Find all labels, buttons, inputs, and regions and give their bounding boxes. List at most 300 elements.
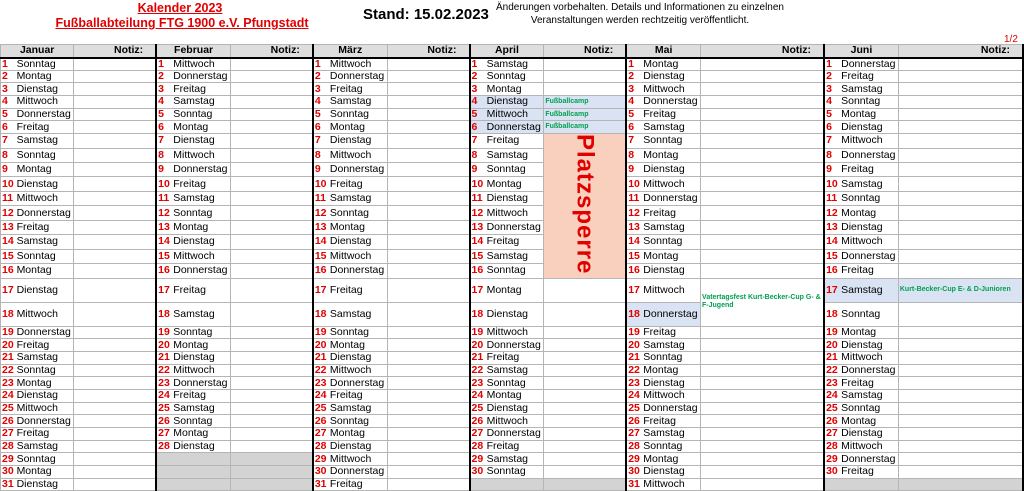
notiz-cell[interactable] <box>387 389 469 402</box>
weekday-name: Mittwoch <box>642 177 700 191</box>
weekday-name: Dienstag <box>172 351 230 364</box>
notiz-cell[interactable] <box>544 466 626 479</box>
notiz-cell[interactable] <box>701 70 825 83</box>
notiz-cell[interactable] <box>701 206 825 220</box>
notiz-cell[interactable] <box>898 108 1023 121</box>
notiz-cell[interactable] <box>74 339 156 352</box>
table-row <box>1 440 1024 453</box>
day-number: 5 <box>824 108 840 121</box>
day-number: 17 <box>1 278 16 302</box>
day-number: 15 <box>626 249 642 263</box>
day-number: 20 <box>824 339 840 352</box>
day-number: 19 <box>156 326 172 339</box>
notiz-cell[interactable] <box>898 121 1023 134</box>
day-number: 17 <box>470 278 486 302</box>
day-number: 12 <box>2 206 14 219</box>
notiz-cell[interactable] <box>544 302 626 326</box>
weekday-name: Dienstag <box>16 177 74 191</box>
day-number: 2 <box>313 70 329 83</box>
table-row <box>1 163 1024 177</box>
notiz-cell[interactable] <box>701 191 825 205</box>
day-number: 20 <box>626 339 642 352</box>
notiz-cell[interactable] <box>701 364 825 377</box>
notiz-cell[interactable] <box>387 415 469 428</box>
notiz-cell[interactable] <box>898 148 1023 162</box>
notiz-cell[interactable] <box>898 402 1023 415</box>
day-number: 24 <box>156 389 172 402</box>
notiz-cell[interactable] <box>230 191 312 205</box>
notiz-cell[interactable] <box>387 249 469 263</box>
day-number: 3 <box>470 83 486 96</box>
notiz-cell[interactable] <box>230 206 312 220</box>
weekday-name: Freitag <box>172 278 230 302</box>
notiz-cell[interactable] <box>544 389 626 402</box>
notiz-cell[interactable] <box>74 191 156 205</box>
notiz-cell[interactable] <box>701 351 825 364</box>
weekday-name: Freitag <box>486 351 544 364</box>
notiz-cell[interactable] <box>74 206 156 220</box>
weekday-name: Samstag <box>16 134 74 148</box>
notiz-cell[interactable] <box>74 121 156 134</box>
notiz-cell[interactable] <box>74 235 156 249</box>
weekday-name: Samstag <box>840 83 898 96</box>
notiz-cell[interactable] <box>230 377 312 390</box>
day-number: 9 <box>824 163 840 177</box>
notiz-header-april: Notiz: <box>544 45 626 58</box>
notiz-cell[interactable] <box>898 163 1023 177</box>
notiz-cell[interactable] <box>230 351 312 364</box>
weekday-name: Donnerstag <box>329 377 387 390</box>
notiz-cell[interactable] <box>898 177 1023 191</box>
table-row <box>1 235 1024 249</box>
notiz-cell[interactable] <box>387 134 469 148</box>
notiz-cell[interactable] <box>898 70 1023 83</box>
day-number: 3 <box>313 83 329 96</box>
notiz-cell[interactable] <box>230 134 312 148</box>
notiz-cell[interactable] <box>230 177 312 191</box>
weekday-name: Montag <box>840 326 898 339</box>
notiz-cell[interactable] <box>898 235 1023 249</box>
day-number: 9 <box>626 163 642 177</box>
notiz-cell[interactable] <box>74 278 156 302</box>
day-number: 1 <box>470 58 486 71</box>
notiz-cell[interactable] <box>387 191 469 205</box>
notiz-cell[interactable] <box>387 302 469 326</box>
weekday-name: Freitag <box>329 177 387 191</box>
notiz-cell[interactable] <box>230 70 312 83</box>
weekday-name: Samstag <box>172 191 230 205</box>
notiz-cell[interactable] <box>74 70 156 83</box>
notiz-cell[interactable] <box>74 478 156 491</box>
notiz-cell[interactable] <box>701 83 825 96</box>
notiz-cell[interactable] <box>898 478 1023 491</box>
notiz-cell[interactable] <box>701 339 825 352</box>
weekday-name: Sonntag <box>329 326 387 339</box>
notiz-cell[interactable] <box>387 83 469 96</box>
weekday-name: Mittwoch <box>329 453 387 466</box>
weekday-name: Samstag <box>642 428 700 441</box>
notiz-cell[interactable] <box>701 163 825 177</box>
weekday-name: Mittwoch <box>16 96 74 109</box>
weekday-name: Donnerstag <box>329 264 387 278</box>
notiz-cell[interactable] <box>898 83 1023 96</box>
notiz-cell[interactable] <box>387 206 469 220</box>
notiz-cell[interactable] <box>387 163 469 177</box>
notiz-cell[interactable] <box>701 326 825 339</box>
notiz-cell[interactable] <box>74 302 156 326</box>
notiz-cell[interactable] <box>898 453 1023 466</box>
notiz-cell[interactable] <box>701 389 825 402</box>
event-note-april: Fußballcamp <box>544 108 626 121</box>
notiz-cell[interactable] <box>701 402 825 415</box>
notiz-cell[interactable] <box>898 134 1023 148</box>
notiz-cell[interactable] <box>701 58 825 71</box>
notiz-cell[interactable] <box>544 339 626 352</box>
notiz-cell[interactable] <box>230 121 312 134</box>
notiz-cell[interactable] <box>74 453 156 466</box>
notiz-cell[interactable] <box>387 440 469 453</box>
day-number: 15 <box>470 249 486 263</box>
notiz-cell[interactable] <box>230 302 312 326</box>
notiz-cell[interactable] <box>74 108 156 121</box>
notiz-cell[interactable] <box>387 121 469 134</box>
weekday-name: Samstag <box>486 148 544 162</box>
notiz-cell[interactable] <box>230 453 312 466</box>
weekday-name <box>840 478 898 491</box>
notiz-cell[interactable] <box>387 478 469 491</box>
day-number: 5 <box>1 108 16 121</box>
notiz-cell[interactable] <box>230 402 312 415</box>
weekday-name: Donnerstag <box>840 148 898 162</box>
notiz-cell[interactable] <box>898 191 1023 205</box>
notiz-cell[interactable] <box>898 428 1023 441</box>
notiz-cell[interactable] <box>544 326 626 339</box>
weekday-name: Donnerstag <box>642 191 700 205</box>
day-number: 30 <box>470 466 486 479</box>
day-number: 9 <box>156 163 172 177</box>
notiz-cell[interactable] <box>74 163 156 177</box>
notiz-cell[interactable] <box>387 351 469 364</box>
notiz-cell[interactable] <box>701 466 825 479</box>
notiz-cell[interactable] <box>387 402 469 415</box>
notiz-cell[interactable] <box>387 58 469 71</box>
notiz-cell[interactable] <box>387 466 469 479</box>
weekday-name: Samstag <box>486 58 544 71</box>
notiz-cell[interactable] <box>230 466 312 479</box>
notiz-cell[interactable] <box>230 326 312 339</box>
day-number: 3 <box>156 83 172 96</box>
notiz-cell[interactable] <box>387 235 469 249</box>
page-number: 1/2 <box>1004 34 1018 45</box>
notiz-cell[interactable] <box>230 415 312 428</box>
day-number: 29 <box>313 453 329 466</box>
weekday-name: Dienstag <box>329 134 387 148</box>
weekday-name <box>172 478 230 491</box>
notiz-cell[interactable] <box>387 148 469 162</box>
notiz-cell[interactable] <box>230 428 312 441</box>
notiz-cell[interactable] <box>74 220 156 234</box>
notiz-cell[interactable] <box>544 364 626 377</box>
day-number: 28 <box>313 440 329 453</box>
notiz-cell[interactable] <box>898 264 1023 278</box>
day-number: 27 <box>824 428 840 441</box>
notiz-cell[interactable] <box>230 235 312 249</box>
notiz-cell[interactable] <box>701 148 825 162</box>
notiz-cell[interactable] <box>74 428 156 441</box>
day-number: 18 <box>156 302 172 326</box>
weekday-name <box>172 453 230 466</box>
day-number: 4 <box>470 96 486 109</box>
notiz-cell[interactable] <box>701 235 825 249</box>
weekday-name: Montag <box>16 466 74 479</box>
calendar-title: Kalender 2023 <box>137 1 223 15</box>
notiz-cell[interactable] <box>544 377 626 390</box>
day-number: 4 <box>156 96 172 109</box>
day-number: 31 <box>626 478 642 491</box>
day-number: 30 <box>313 466 329 479</box>
weekday-name: Montag <box>172 428 230 441</box>
notiz-cell[interactable] <box>230 478 312 491</box>
day-number: 12 <box>156 206 172 220</box>
notiz-cell[interactable] <box>74 389 156 402</box>
notiz-cell[interactable] <box>74 402 156 415</box>
notiz-cell[interactable] <box>701 415 825 428</box>
notiz-cell[interactable] <box>898 377 1023 390</box>
weekday-name: Donnerstag <box>16 108 74 121</box>
month-name-januar: Januar <box>1 45 74 58</box>
notiz-cell[interactable] <box>230 440 312 453</box>
notiz-cell[interactable] <box>230 83 312 96</box>
day-number: 14 <box>626 235 642 249</box>
day-number: 20 <box>470 339 486 352</box>
weekday-name: Montag <box>486 177 544 191</box>
notiz-cell[interactable] <box>74 351 156 364</box>
day-number: 19 <box>2 325 14 338</box>
day-number: 12 <box>824 206 840 220</box>
notiz-cell[interactable] <box>898 440 1023 453</box>
notiz-cell[interactable] <box>898 96 1023 109</box>
notiz-cell[interactable] <box>230 163 312 177</box>
notiz-cell[interactable] <box>74 96 156 109</box>
notiz-cell[interactable] <box>701 428 825 441</box>
weekday-name: Sonntag <box>642 134 700 148</box>
day-number: 16 <box>626 264 642 278</box>
notiz-cell[interactable] <box>544 83 626 96</box>
table-row <box>1 206 1024 220</box>
notiz-cell[interactable] <box>898 302 1023 326</box>
table-row <box>1 191 1024 205</box>
notiz-cell[interactable] <box>701 478 825 491</box>
notiz-cell[interactable] <box>74 249 156 263</box>
day-number: 30 <box>824 466 840 479</box>
weekday-name: Samstag <box>172 402 230 415</box>
notiz-cell[interactable] <box>701 96 825 109</box>
day-number: 21 <box>156 351 172 364</box>
weekday-name: Samstag <box>172 302 230 326</box>
notiz-cell[interactable] <box>230 58 312 71</box>
notiz-cell[interactable] <box>74 364 156 377</box>
day-number: 10 <box>313 177 329 191</box>
notiz-header-februar: Notiz: <box>230 45 312 58</box>
notiz-cell[interactable] <box>898 415 1023 428</box>
day-number: 8 <box>313 148 329 162</box>
weekday-name: Montag <box>486 83 544 96</box>
notiz-cell[interactable] <box>544 478 626 491</box>
day-number: 4 <box>626 96 642 109</box>
weekday-name: Freitag <box>486 235 544 249</box>
day-number: 2 <box>824 70 840 83</box>
notiz-cell[interactable] <box>74 326 156 339</box>
notiz-cell[interactable] <box>701 220 825 234</box>
notiz-cell[interactable] <box>230 278 312 302</box>
weekday-name: Mittwoch <box>329 249 387 263</box>
notiz-cell[interactable] <box>74 148 156 162</box>
weekday-name: Freitag <box>172 389 230 402</box>
notiz-cell[interactable] <box>544 428 626 441</box>
event-note-april: Fußballcamp <box>544 96 626 109</box>
notiz-cell[interactable] <box>544 351 626 364</box>
day-number: 1 <box>1 58 16 71</box>
notiz-cell[interactable] <box>701 134 825 148</box>
weekday-name: Donnerstag <box>840 58 898 71</box>
notiz-cell[interactable] <box>230 364 312 377</box>
notiz-cell[interactable] <box>230 339 312 352</box>
notiz-cell[interactable] <box>544 70 626 83</box>
day-number: 13 <box>313 220 329 234</box>
table-row <box>1 402 1024 415</box>
month-name-juni: Juni <box>824 45 898 58</box>
notiz-cell[interactable] <box>701 121 825 134</box>
notiz-cell[interactable] <box>230 96 312 109</box>
day-number: 13 <box>470 220 486 234</box>
weekday-name: Mittwoch <box>16 402 74 415</box>
notiz-cell[interactable] <box>387 278 469 302</box>
day-number: 20 <box>2 338 14 351</box>
notiz-cell[interactable] <box>230 249 312 263</box>
notiz-cell[interactable] <box>701 264 825 278</box>
notiz-cell[interactable] <box>701 108 825 121</box>
day-number: 29 <box>626 453 642 466</box>
notiz-cell[interactable] <box>230 148 312 162</box>
notiz-cell[interactable] <box>701 377 825 390</box>
notiz-cell[interactable] <box>544 415 626 428</box>
notiz-cell[interactable] <box>701 177 825 191</box>
notiz-cell[interactable] <box>387 177 469 191</box>
weekday-name: Sonntag <box>172 206 230 220</box>
notiz-cell[interactable] <box>74 377 156 390</box>
notiz-cell[interactable] <box>544 278 626 302</box>
notiz-cell[interactable] <box>74 58 156 71</box>
notiz-cell[interactable] <box>230 264 312 278</box>
weekday-name: Samstag <box>840 177 898 191</box>
notiz-cell[interactable] <box>230 220 312 234</box>
table-row <box>1 83 1024 96</box>
notiz-cell[interactable] <box>387 453 469 466</box>
table-row <box>1 96 1024 109</box>
weekday-name: Montag <box>840 108 898 121</box>
notiz-cell[interactable] <box>74 134 156 148</box>
weekday-name: Montag <box>16 163 74 177</box>
weekday-name: Mittwoch <box>840 440 898 453</box>
weekday-name: Montag <box>329 121 387 134</box>
notiz-cell[interactable] <box>701 440 825 453</box>
notiz-cell[interactable] <box>74 177 156 191</box>
notiz-cell[interactable] <box>544 440 626 453</box>
notiz-cell[interactable] <box>544 58 626 71</box>
notiz-cell[interactable] <box>898 58 1023 71</box>
weekday-name: Mittwoch <box>172 249 230 263</box>
notiz-cell[interactable] <box>230 389 312 402</box>
day-number: 19 <box>626 326 642 339</box>
weekday-name: Sonntag <box>840 402 898 415</box>
notiz-cell[interactable] <box>898 466 1023 479</box>
notiz-cell[interactable] <box>387 364 469 377</box>
notiz-cell[interactable] <box>387 70 469 83</box>
day-number: 16 <box>156 264 172 278</box>
notiz-cell[interactable] <box>898 351 1023 364</box>
notiz-cell[interactable] <box>701 453 825 466</box>
notiz-cell[interactable] <box>74 440 156 453</box>
day-number: 21 <box>313 351 329 364</box>
notiz-cell[interactable] <box>387 326 469 339</box>
table-row <box>1 466 1024 479</box>
day-number: 14 <box>2 235 14 248</box>
weekday-name: Donnerstag <box>840 453 898 466</box>
day-number: 26 <box>156 415 172 428</box>
notiz-cell[interactable] <box>230 108 312 121</box>
notiz-cell[interactable] <box>74 466 156 479</box>
notiz-cell[interactable] <box>387 264 469 278</box>
table-row <box>1 177 1024 191</box>
notiz-cell[interactable] <box>387 220 469 234</box>
notiz-cell[interactable] <box>898 249 1023 263</box>
notiz-cell[interactable] <box>898 339 1023 352</box>
day-number: 6 <box>156 121 172 134</box>
day-number: 3 <box>626 83 642 96</box>
notiz-cell[interactable] <box>544 453 626 466</box>
notiz-cell[interactable] <box>387 428 469 441</box>
weekday-name: Dienstag <box>840 428 898 441</box>
notiz-cell[interactable] <box>387 96 469 109</box>
notiz-cell[interactable] <box>898 206 1023 220</box>
weekday-name: Mittwoch <box>642 389 700 402</box>
day-number: 26 <box>470 415 486 428</box>
day-number: 22 <box>824 364 840 377</box>
notiz-cell[interactable] <box>74 415 156 428</box>
notiz-cell[interactable] <box>74 264 156 278</box>
weekday-name: Freitag <box>329 389 387 402</box>
notiz-cell[interactable] <box>544 402 626 415</box>
notiz-cell[interactable] <box>701 249 825 263</box>
day-number: 27 <box>2 427 14 440</box>
weekday-name: Freitag <box>840 163 898 177</box>
day-number: 19 <box>470 326 486 339</box>
weekday-name: Samstag <box>16 351 74 364</box>
notiz-cell[interactable] <box>387 377 469 390</box>
notiz-cell[interactable] <box>387 339 469 352</box>
notiz-cell[interactable] <box>898 389 1023 402</box>
notiz-cell[interactable] <box>74 83 156 96</box>
event-note-juni: Kurt-Becker-Cup E- & D-Junioren <box>898 278 1023 302</box>
notiz-cell[interactable] <box>387 108 469 121</box>
day-number: 26 <box>626 415 642 428</box>
day-number: 5 <box>313 108 329 121</box>
notiz-cell[interactable] <box>898 364 1023 377</box>
notiz-cell[interactable] <box>898 326 1023 339</box>
weekday-name: Samstag <box>840 389 898 402</box>
notiz-cell[interactable] <box>898 220 1023 234</box>
day-number: 18 <box>470 302 486 326</box>
